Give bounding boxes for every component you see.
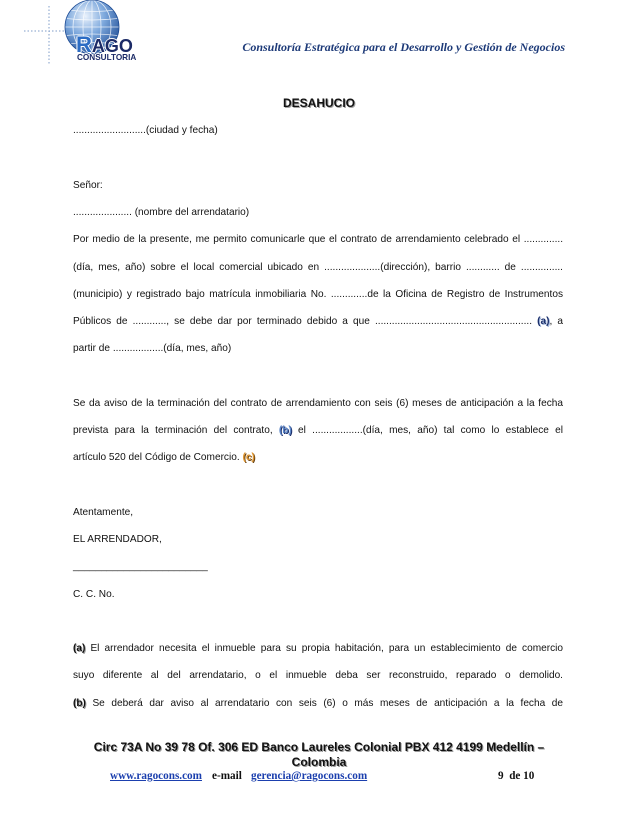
line-text: el ..................(día, mes, año) tal como lo establece el bbox=[291, 425, 563, 437]
line-text: Públicos de ............, se debe dar por terminado debido a que ........................................................ bbox=[73, 316, 538, 328]
logo-subtitle: CONSULTORIA bbox=[77, 53, 137, 62]
blank-line bbox=[73, 363, 563, 390]
body-line: Por medio de la presente, me permito comunicarle que el contrato de arrendamiento celebrado el .............. bbox=[73, 234, 563, 246]
letter-body bbox=[73, 117, 563, 717]
line-text: artículo 520 del Código de Comercio. bbox=[73, 452, 243, 464]
closing: Atentamente, bbox=[73, 506, 134, 518]
note-line bbox=[73, 690, 563, 717]
signer-label: EL ARRENDADOR, bbox=[73, 534, 162, 546]
line-text: Se deberá dar aviso al arrendatario con seis (6) o más meses de anticipación a la fecha de bbox=[85, 697, 563, 709]
signature-line: ________________________ bbox=[73, 561, 208, 573]
body-line bbox=[73, 308, 563, 335]
body-line bbox=[73, 417, 563, 444]
blank-line bbox=[73, 608, 563, 635]
addressee-line: ..................... (nombre del arrendatario) bbox=[73, 207, 250, 219]
line-text: prevista para la terminación del contrato, bbox=[73, 425, 279, 437]
body-line: (municipio) y registrado bajo matrícula inmobiliaria No. .............de la Oficina de Registro de Instrumentos bbox=[73, 288, 563, 300]
footer-address: Circ 73A No 39 78 Of. 306 ED Banco Laureles Colonial PBX 412 4199 Medellín – bbox=[93, 740, 545, 754]
line-text: El arrendador necesita el inmueble para su propia habitación, para un establecimiento de comercio bbox=[85, 643, 563, 655]
line-text: , a bbox=[549, 316, 563, 328]
page-number: 9 de 10 bbox=[498, 770, 535, 782]
logo-name: RAGO bbox=[76, 32, 133, 57]
body-line: (día, mes, año) sobre el local comercial ubicado en ....................(dirección), barrio ............ de ............... bbox=[73, 261, 563, 273]
blank-line bbox=[73, 145, 563, 172]
note-marker-b: (b) bbox=[278, 425, 292, 437]
body-line: Se da aviso de la terminación del contrato de arrendamiento con seis (6) meses de anticipación a la fecha bbox=[73, 397, 563, 409]
id-label: C. C. No. bbox=[73, 588, 115, 600]
note-marker-a: (a) bbox=[537, 316, 550, 328]
note-line: suyo diferente al del arrendatario, o el inmueble deba ser reconstruido, reparado o demolido. bbox=[73, 670, 563, 682]
company-logo bbox=[0, 0, 145, 68]
website-link[interactable]: www.ragocons.com bbox=[110, 770, 202, 782]
footer-city: Colombia bbox=[291, 755, 347, 769]
place-date-line: ..........................(ciudad y fecha) bbox=[73, 125, 218, 137]
note-marker-b: (b) bbox=[73, 697, 86, 709]
email-label: e-mail bbox=[212, 770, 242, 782]
header-tagline: Consultoría Estratégica para el Desarrollo y Gestión de Negocios bbox=[242, 40, 565, 54]
email-link[interactable]: gerencia@ragocons.com bbox=[251, 770, 368, 782]
note-line bbox=[73, 635, 563, 662]
body-line bbox=[73, 444, 563, 471]
note-marker-a: (a) bbox=[73, 643, 86, 655]
note-marker-c: (c) bbox=[242, 452, 255, 464]
body-line: partir de ..................(día, mes, año) bbox=[73, 343, 232, 355]
blank-line bbox=[73, 472, 563, 499]
salutation: Señor: bbox=[73, 179, 103, 191]
document-title: DESAHUCIO bbox=[282, 96, 355, 110]
